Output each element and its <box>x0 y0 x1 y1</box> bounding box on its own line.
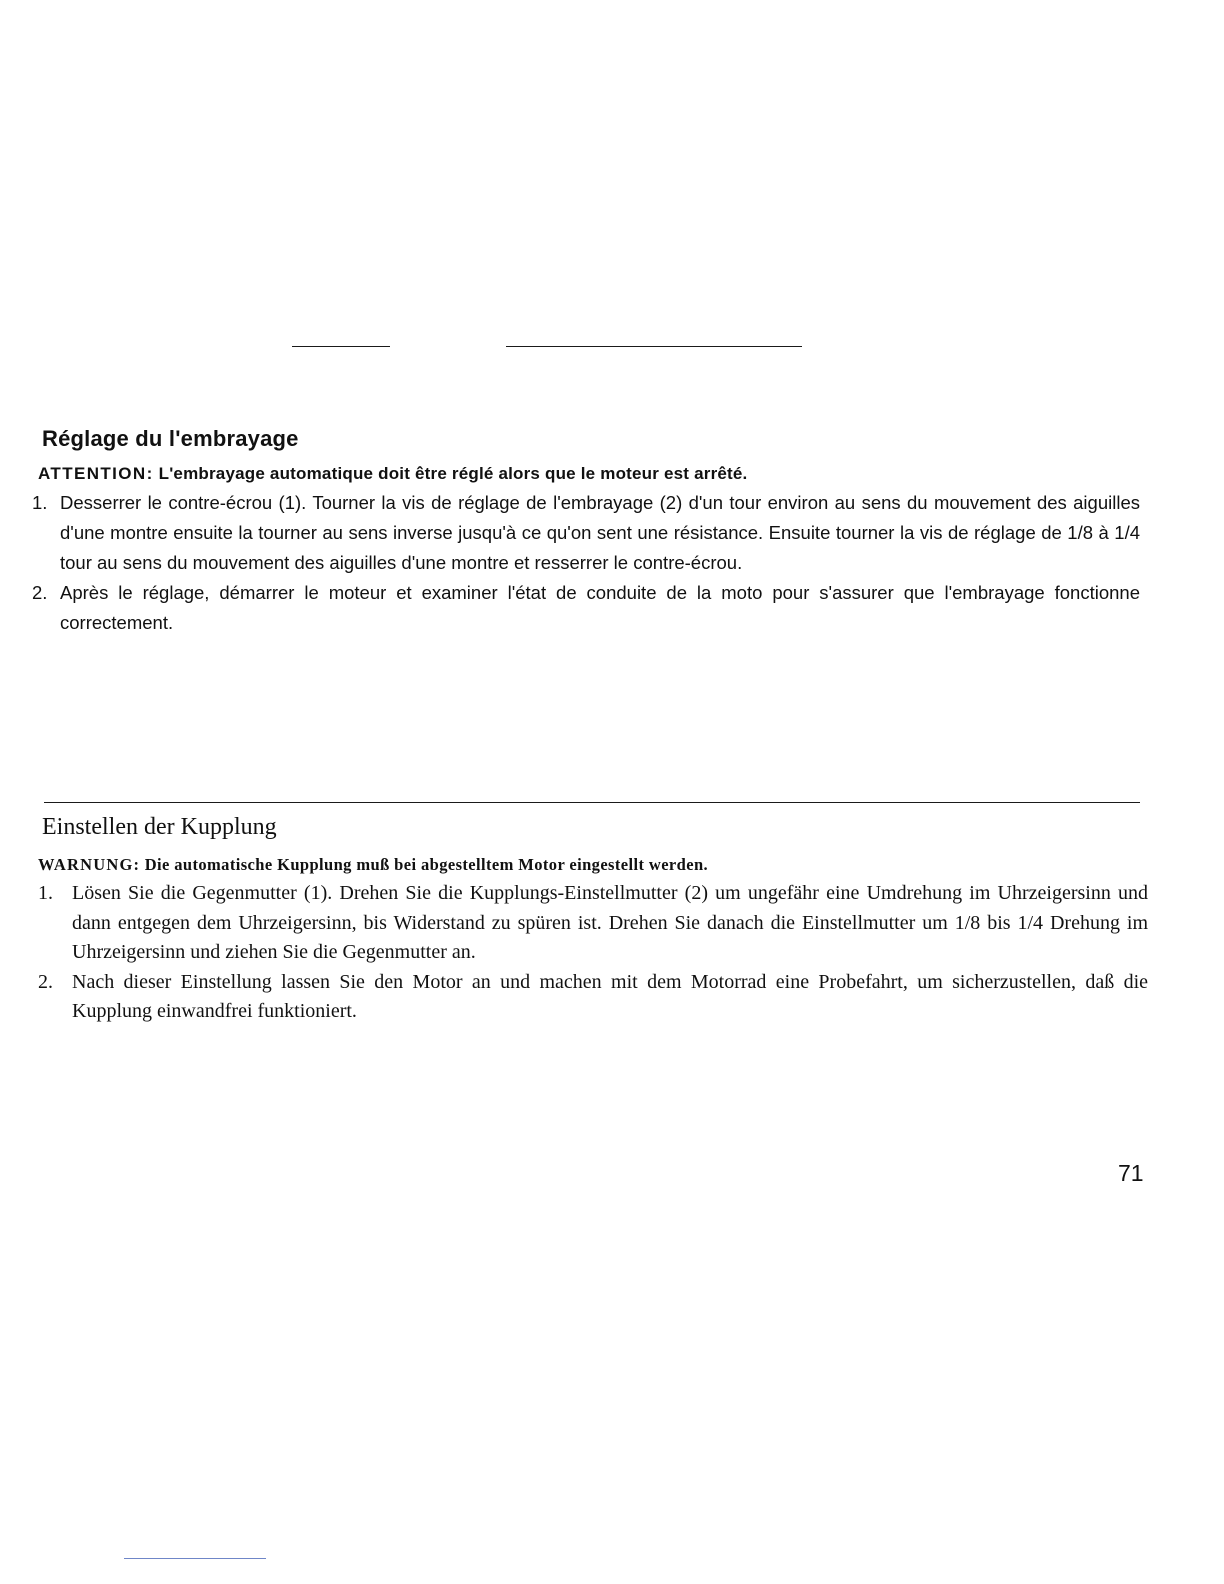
step-text: Lösen Sie die Gegenmutter (1). Drehen Sie die Kupplungs-Einstellmutter (2) um ungefähr eine Umdrehung im Uhrzeigersinn und dann entgegen dem Uhrzeigersinn, bis Widerstand zu spüren ist. Drehen Sie danach die Einstellmutter um 1/8 bis 1/4 Drehung im Uhrzeigersinn und ziehen Sie die Gegenmutter an. <box>72 882 1148 963</box>
step-text: Desserrer le contre-écrou (1). Tourner la vis de réglage de l'embrayage (2) d'un tour environ au sens du mouvement des aiguilles d'une montre ensuite la tourner au sens inverse jusqu'à ce qu'on sent une résistance. Ensuite tourner la vis de réglage de 1/8 à 1/4 tour au sens du mouvement des aiguilles d'une montre et resserrer le contre-écrou. <box>60 492 1140 573</box>
step-number: 1. <box>32 492 48 513</box>
french-warning <box>38 464 1140 484</box>
german-steps <box>38 879 1148 1027</box>
section-divider <box>44 802 1140 803</box>
step-number: 2. <box>38 970 53 993</box>
step-number: 2. <box>32 582 48 603</box>
german-section <box>38 814 1148 1027</box>
french-section-title: Réglage du l'embrayage <box>42 426 299 451</box>
german-step-1 <box>38 879 1148 968</box>
german-warning-label: WARNUNG: <box>38 855 141 874</box>
german-warning <box>38 855 1148 875</box>
german-section-title: Einstellen der Kupplung <box>42 814 277 840</box>
french-warning-label: ATTENTION: <box>38 464 154 483</box>
german-step-2 <box>38 968 1148 1027</box>
page-number: 71 <box>1118 1160 1144 1186</box>
german-warning-text: Die automatische Kupplung muß bei abgestelltem Motor eingestellt werden. <box>144 855 709 874</box>
french-section <box>32 426 1140 638</box>
step-text: Après le réglage, démarrer le moteur et examiner l'état de conduite de la moto pour s'assurer que l'embrayage fonctionne correctement. <box>60 582 1140 633</box>
french-warning-text: L'embrayage automatique doit être réglé alors que le moteur est arrêté. <box>158 464 748 483</box>
french-step-2 <box>32 578 1140 638</box>
french-step-1 <box>32 488 1140 578</box>
top-rule-long <box>506 346 802 347</box>
step-text: Nach dieser Einstellung lassen Sie den Motor an und machen mit dem Motorrad eine Probefahrt, um sicherzustellen, daß die Kupplung einwandfrei funktioniert. <box>72 970 1148 1022</box>
bottom-rule <box>124 1558 266 1559</box>
french-steps <box>32 488 1140 638</box>
top-rule-short <box>292 346 390 347</box>
step-number: 1. <box>38 882 53 904</box>
